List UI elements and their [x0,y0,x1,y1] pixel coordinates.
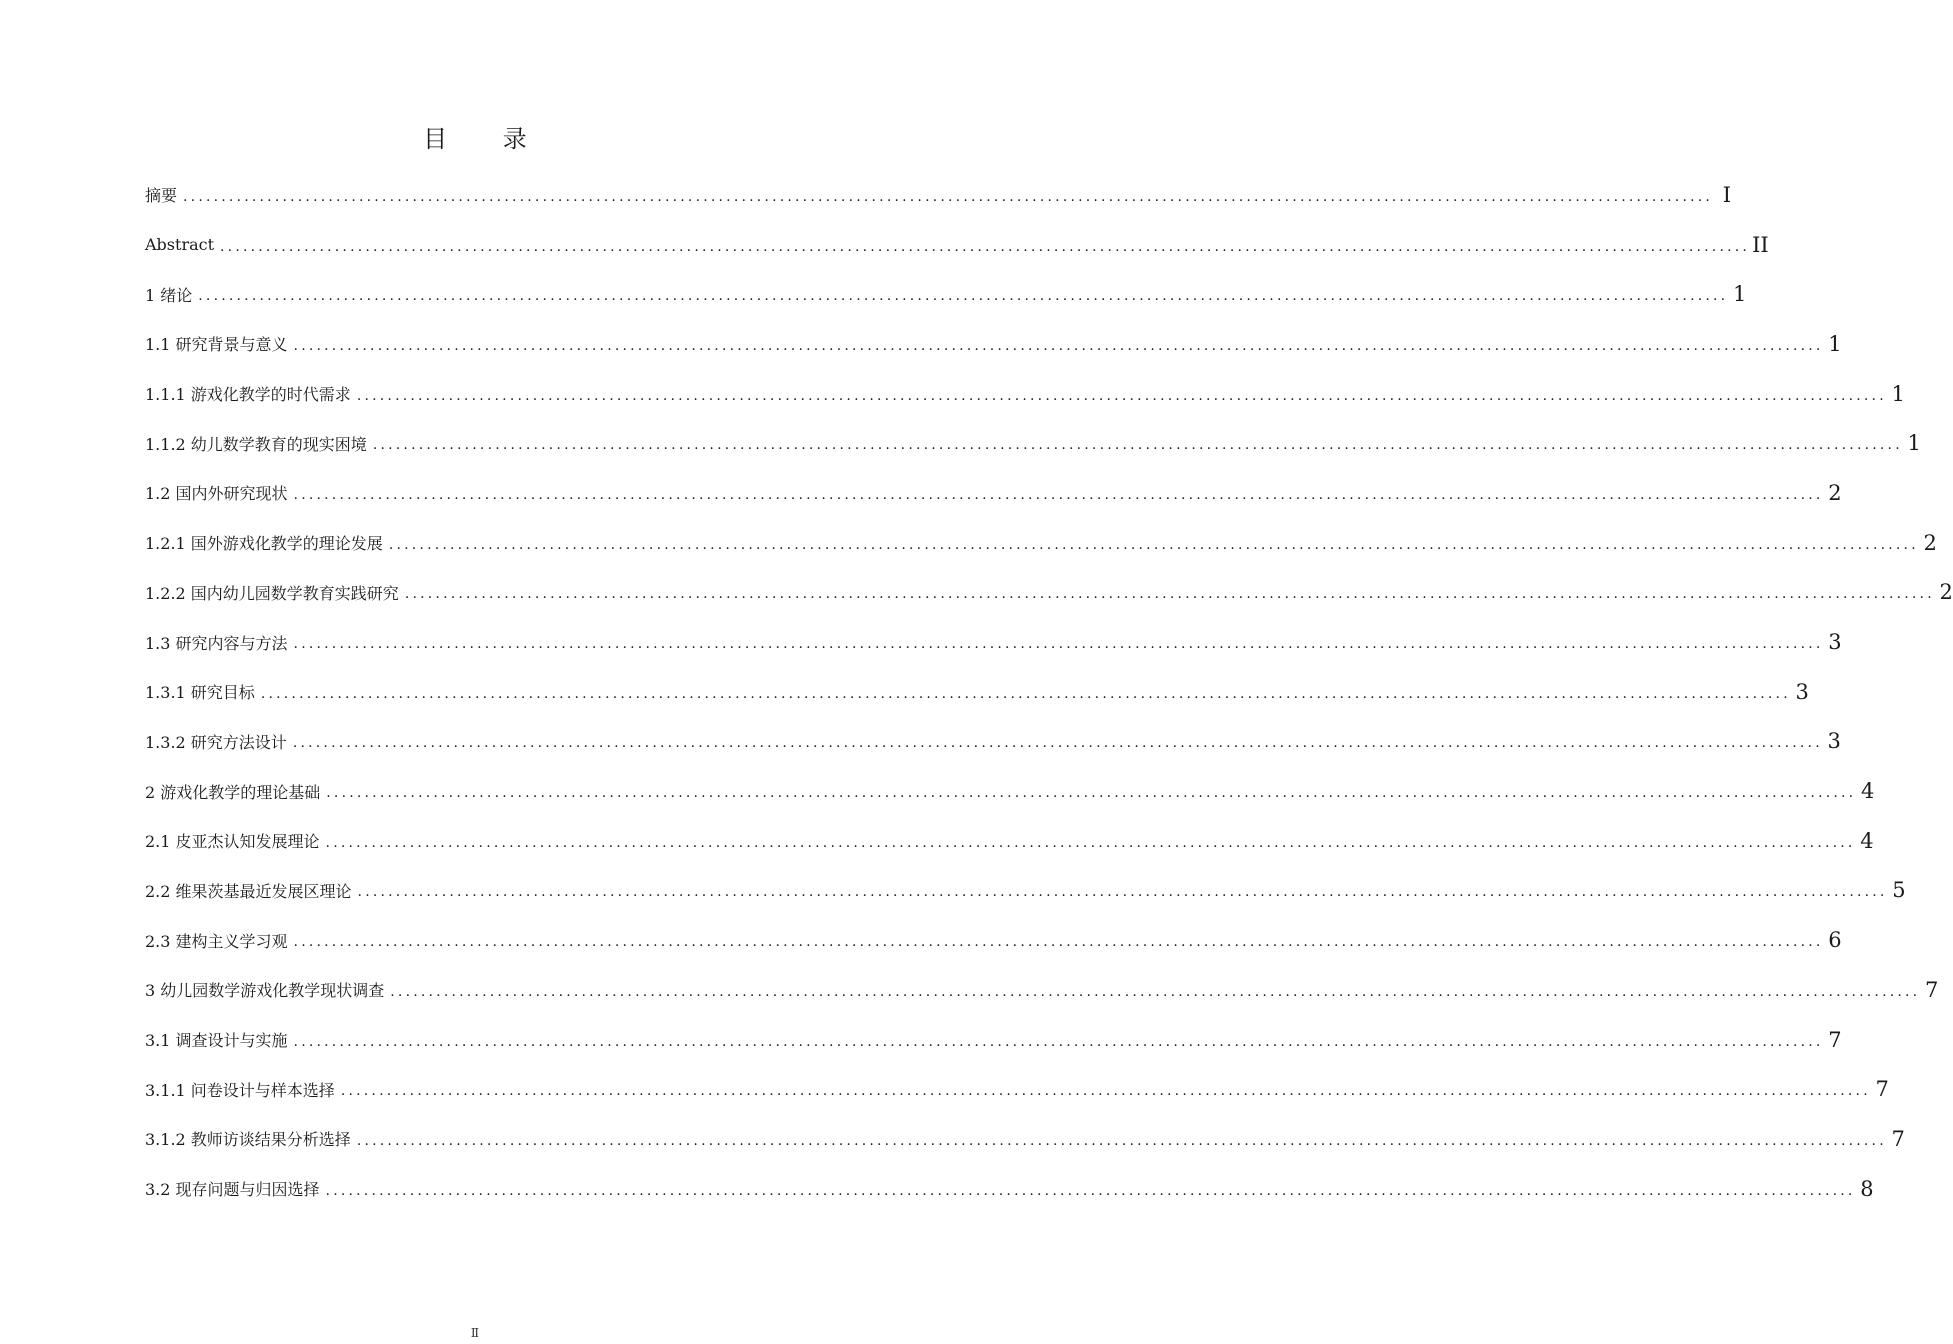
toc-entry-page-number: 2 [1923,530,1937,555]
toc-leader-dots: ........................................................................................................................................................................................................ [183,188,1714,205]
toc-entry[interactable] [145,568,1953,618]
toc-entry-page-number: Ⅰ [1722,182,1732,207]
toc-entry-label: 1.2.1 国外游戏化教学的理论发展 [145,534,383,554]
toc-entry-page-number: 3 [1827,729,1841,754]
toc-entry-label: 3.1 调查设计与实施 [145,1031,288,1051]
toc-entry-page-number: 2 [1828,480,1842,505]
toc-entry-page-number: II [1752,232,1769,257]
toc-entry[interactable] [145,816,1874,866]
toc-entry[interactable] [145,915,1842,965]
toc-leader-dots: ........................................................................................................................................................................................................ [356,1132,1887,1149]
toc-entry-page-number: 4 [1860,779,1875,804]
toc-entry[interactable] [145,667,1809,717]
toc-leader-dots: ........................................................................................................................................................................................................ [357,884,1888,901]
toc-leader-dots: ........................................................................................................................................................................................................ [293,1033,1824,1050]
toc-entry[interactable] [145,1114,1905,1164]
toc-entry-label: 2 游戏化教学的理论基础 [145,782,321,802]
toc-entry-label: 3 幼儿园数学游戏化教学现状调查 [145,981,385,1001]
toc-entry-label: 2.3 建构主义学习观 [145,931,288,951]
toc-entry-page-number: 1 [1828,331,1842,356]
toc-leader-dots: ........................................................................................................................................................................................................ [293,636,1824,653]
toc-entry-page-number: 6 [1828,928,1842,953]
table-of-contents [145,170,1953,1213]
toc-entry[interactable] [145,1064,1889,1114]
toc-entry-label: 2.1 皮亚杰认知发展理论 [145,832,320,852]
toc-entry[interactable] [145,617,1842,667]
toc-entry[interactable] [145,717,1841,767]
toc-entry-label: 1.2 国内外研究现状 [145,484,288,504]
toc-entry-page-number: 3 [1795,679,1809,704]
toc-leader-dots: ........................................................................................................................................................................................................ [340,1083,1871,1100]
toc-entry-label: 2.2 维果茨基最近发展区理论 [145,881,352,901]
toc-entry-page-number: 7 [1828,1027,1842,1052]
toc-entry-label: 1.3 研究内容与方法 [145,633,288,653]
toc-entry-label: 摘要 [145,186,178,206]
toc-leader-dots: ........................................................................................................................................................................................................ [356,387,1887,404]
toc-leader-dots: ........................................................................................................................................................................................................ [292,735,1823,752]
toc-entry[interactable] [145,866,1906,916]
toc-entry[interactable] [145,319,1842,369]
toc-entry[interactable] [145,766,1875,816]
toc-entry-label: 3.2 现存问题与归因选择 [145,1180,320,1200]
toc-entry[interactable] [145,170,1732,220]
toc-entry-page-number: 2 [1939,580,1953,605]
toc-entry[interactable] [145,1164,1874,1214]
toc-entry-page-number: 7 [1891,1126,1905,1151]
toc-leader-dots: ........................................................................................................................................................................................................ [388,536,1919,553]
toc-entry-label: 1.2.2 国内幼儿园数学教育实践研究 [145,583,399,603]
toc-entry[interactable] [145,418,1921,468]
toc-leader-dots: ........................................................................................................................................................................................................ [293,486,1824,503]
toc-entry[interactable] [145,369,1905,419]
toc-entry-label: 1.3.2 研究方法设计 [145,732,287,752]
toc-entry-label: Abstract [145,235,215,255]
toc-entry-label: 1.1 研究背景与意义 [145,335,288,355]
toc-leader-dots: ........................................................................................................................................................................................................ [325,1182,1856,1199]
toc-leader-dots: ........................................................................................................................................................................................................ [390,983,1921,1000]
toc-leader-dots: ........................................................................................................................................................................................................ [220,238,1751,255]
toc-leader-dots: ........................................................................................................................................................................................................ [404,586,1935,603]
toc-entry-page-number: 3 [1828,630,1842,655]
toc-leader-dots: ........................................................................................................................................................................................................ [198,288,1729,305]
toc-entry-label: 1 绪论 [145,285,193,305]
page-title: 目 录 [423,125,551,153]
toc-entry[interactable] [145,269,1747,319]
footer-page-number: Ⅱ [470,1326,480,1340]
toc-entry-page-number: 1 [1891,381,1905,406]
toc-entry-label: 1.1.2 幼儿数学教育的现实困境 [145,434,367,454]
toc-entry-page-number: 1 [1907,431,1921,456]
toc-entry-label: 1.3.1 研究目标 [145,683,255,703]
toc-entry[interactable] [145,220,1769,270]
toc-leader-dots: ........................................................................................................................................................................................................ [372,437,1903,454]
toc-entry-label: 3.1.1 问卷设计与样本选择 [145,1080,335,1100]
toc-leader-dots: ........................................................................................................................................................................................................ [293,934,1824,951]
toc-leader-dots: ........................................................................................................................................................................................................ [293,337,1824,354]
toc-entry[interactable] [145,1015,1842,1065]
toc-leader-dots: ........................................................................................................................................................................................................ [325,834,1856,851]
toc-entry-page-number: 7 [1924,977,1939,1002]
toc-entry-page-number: 4 [1860,828,1874,853]
toc-entry-page-number: 8 [1860,1176,1874,1201]
toc-leader-dots: ........................................................................................................................................................................................................ [260,685,1791,702]
toc-entry-page-number: 7 [1875,1077,1889,1102]
toc-entry-page-number: 1 [1732,282,1747,307]
toc-entry-page-number: 5 [1892,878,1906,903]
toc-entry[interactable] [145,468,1842,518]
toc-entry-label: 1.1.1 游戏化教学的时代需求 [145,385,351,405]
toc-entry[interactable] [145,518,1937,568]
toc-entry[interactable] [145,965,1939,1015]
toc-entry-label: 3.1.2 教师访谈结果分析选择 [145,1130,351,1150]
toc-leader-dots: ........................................................................................................................................................................................................ [326,785,1857,802]
